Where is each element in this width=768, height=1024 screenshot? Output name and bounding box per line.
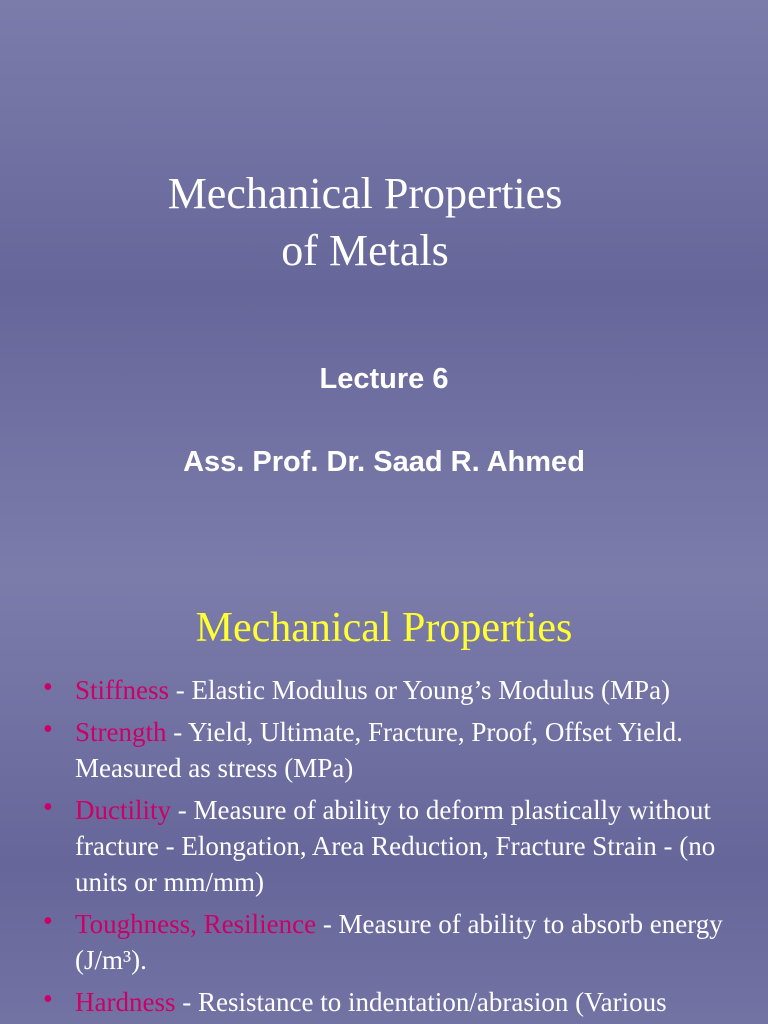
definition-toughness: - Measure of ability to absorb energy (J/m³). (75, 909, 723, 975)
bullet-icon: • (43, 714, 53, 745)
definition-hardness: - Resistance to indentation/abrasion (Various (175, 987, 667, 1017)
lecture-number: Lecture 6 (319, 363, 449, 395)
bullet-icon: • (43, 672, 53, 703)
list-item-toughness (0, 906, 768, 978)
bullet-icon: • (43, 906, 53, 937)
slide-title-line-1: Mechanical Properties (167, 169, 563, 218)
list-item-hardness (0, 984, 768, 1020)
definition-stiffness: - Elastic Modulus or Young’s Modulus (MPa) (169, 675, 671, 705)
list-item-strength (0, 714, 768, 786)
term-strength: Strength (75, 717, 167, 747)
author-name: Ass. Prof. Dr. Saad R. Ahmed (183, 446, 585, 478)
definition-ductility: - Measure of ability to deform plastically without fracture - Elongation, Area Reduction, Fracture Strain - (no units or mm/mm) (75, 795, 716, 897)
list-item-ductility (0, 792, 768, 900)
properties-list (0, 672, 768, 1024)
term-ductility: Ductility (75, 795, 171, 825)
term-stiffness: Stiffness (75, 675, 170, 705)
definition-strength: - Yield, Ultimate, Fracture, Proof, Offset Yield. Measured as stress (MPa) (75, 717, 683, 783)
bullet-icon: • (43, 792, 53, 823)
list-item-stiffness (0, 672, 768, 708)
bullet-icon: • (43, 984, 53, 1015)
term-toughness: Toughness, Resilience (75, 909, 317, 939)
slide-title-line-2: of Metals (281, 226, 449, 275)
term-hardness: Hardness (75, 987, 176, 1017)
content-slide-title: Mechanical Properties (195, 605, 573, 651)
